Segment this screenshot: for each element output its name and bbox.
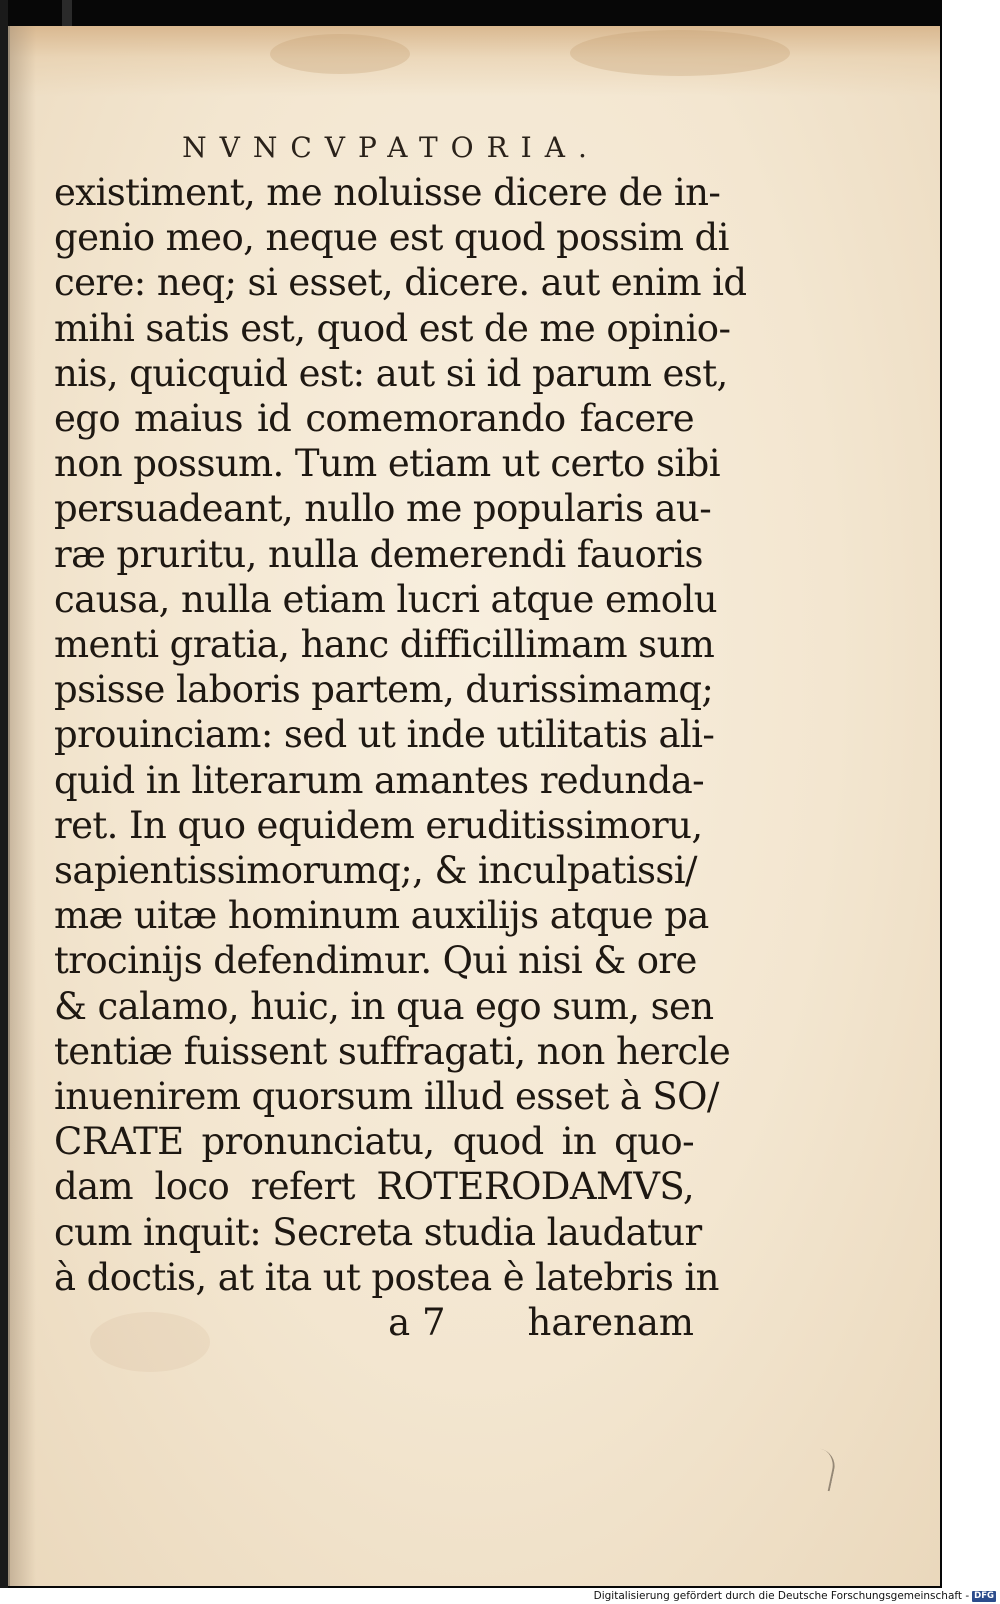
text-line: ego maius id comemorando facere [54, 397, 694, 441]
text-line: inuenirem quorsum illud esset à SO/ [54, 1075, 719, 1119]
text-line: sapientissimorumq;, & inculpatissi/ [54, 849, 697, 893]
text-line: ret. In quo equidem eruditissimoru, [54, 803, 703, 847]
text-line: ræ pruritu, nulla demerendi fauoris [54, 532, 703, 576]
text-line: persuadeant, nullo me popularis au- [54, 487, 712, 531]
catchword: harenam [527, 1301, 694, 1345]
text-line: & calamo, huic, in qua ego sum, sen [54, 984, 714, 1028]
text-line: dam loco refert ROTERODAMVS, [54, 1165, 694, 1209]
text-line: CRATE pronunciatu, quod in quo- [54, 1120, 694, 1164]
dfg-logo-icon: DFG [974, 1591, 994, 1601]
page-footer-line [54, 1300, 694, 1345]
signature-mark: a 7 [388, 1301, 446, 1345]
text-line: cere: neq; si esset, dicere. aut enim id [54, 261, 747, 305]
text-line: trocinijs defendimur. Qui nisi & ore [54, 939, 697, 983]
credit-text: Digitalisierung gefördert durch die Deutsche Forschungsgemeinschaft - [593, 1590, 970, 1602]
text-line: menti gratia, hanc difficillimam sum [54, 623, 715, 667]
text-line: mihi satis est, quod est de me opinio- [54, 306, 731, 350]
text-line: non possum. Tum etiam ut certo sibi [54, 442, 720, 486]
foxing-stain [570, 30, 790, 76]
text-line: existiment, me noluisse dicere de in- [54, 171, 721, 214]
running-head: NVNCVPATORIA. [182, 131, 600, 164]
text-line: nis, quicquid est: aut si id parum est, [54, 351, 728, 395]
text-line: quid in literarum amantes redunda- [54, 758, 705, 802]
text-line: psisse laboris partem, durissimamq; [54, 668, 714, 712]
text-line: cum inquit: Secreta studia laudatur [54, 1210, 702, 1254]
dfg-credit [594, 1590, 996, 1603]
book-spine-edge [0, 0, 8, 1588]
text-line: tentiæ fuissent suffragati, non hercle [54, 1029, 731, 1073]
binding-thread [62, 0, 72, 26]
text-line: à doctis, at ita ut postea è latebris in [54, 1255, 719, 1299]
page-fold-mark [812, 1449, 838, 1492]
text-line: prouinciam: sed ut inde utilitatis ali- [54, 713, 715, 757]
text-line: mæ uitæ hominum auxilijs atque pa [54, 894, 709, 938]
text-line: genio meo, neque est quod possim di [54, 216, 729, 260]
text-line: causa, nulla etiam lucri atque emolu [54, 577, 717, 621]
foxing-stain [270, 34, 410, 74]
text-block [54, 126, 747, 1345]
